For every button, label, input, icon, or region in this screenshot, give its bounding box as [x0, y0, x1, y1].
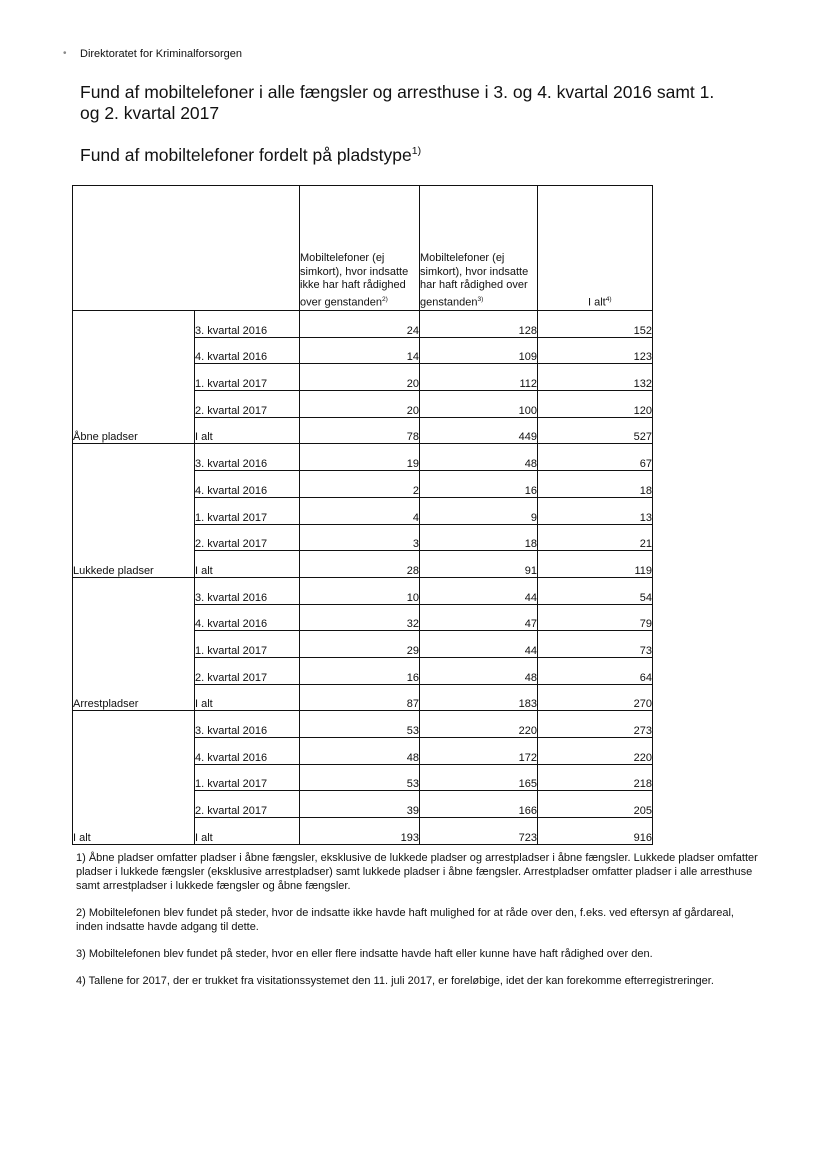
page-subtitle: Fund af mobiltelefoner fordelt på pladstype$^{1)}$ — [80, 145, 422, 165]
group-label: I alt — [73, 711, 195, 844]
column-header: Mobiltelefoner (ej simkort), hvor indsatte ikke har haft rådighed over genstanden$^{2)}$ — [300, 186, 420, 311]
period-cell: 1. kvartal 2017 — [195, 364, 300, 391]
value-cell: 220 — [420, 711, 538, 738]
group-label: Arrestpladser — [73, 577, 195, 710]
value-cell: 91 — [420, 551, 538, 578]
value-cell: 48 — [300, 738, 420, 765]
total-cell: 220 — [538, 738, 653, 765]
value-cell: 128 — [420, 311, 538, 338]
value-cell: 24 — [300, 311, 420, 338]
table-row — [73, 577, 653, 604]
total-cell: 64 — [538, 657, 653, 684]
value-cell: 78 — [300, 417, 420, 444]
period-cell: 4. kvartal 2016 — [195, 738, 300, 765]
value-cell: 9 — [420, 497, 538, 524]
group-label: Lukkede pladser — [73, 444, 195, 577]
table-row — [73, 444, 653, 471]
period-cell: 2. kvartal 2017 — [195, 657, 300, 684]
value-cell: 28 — [300, 551, 420, 578]
total-cell: 152 — [538, 311, 653, 338]
value-cell: 449 — [420, 417, 538, 444]
total-cell: 119 — [538, 551, 653, 578]
value-cell: 14 — [300, 337, 420, 364]
period-cell: 4. kvartal 2016 — [195, 604, 300, 631]
value-cell: 183 — [420, 684, 538, 711]
total-cell: 527 — [538, 417, 653, 444]
value-cell: 18 — [420, 524, 538, 551]
period-cell: 1. kvartal 2017 — [195, 497, 300, 524]
value-cell: 193 — [300, 818, 420, 845]
total-cell: 270 — [538, 684, 653, 711]
total-cell: 205 — [538, 791, 653, 818]
period-cell: 3. kvartal 2016 — [195, 711, 300, 738]
value-cell: 87 — [300, 684, 420, 711]
total-cell: 21 — [538, 524, 653, 551]
value-cell: 48 — [420, 657, 538, 684]
mobile-phone-finds-table — [72, 185, 653, 845]
value-cell: 19 — [300, 444, 420, 471]
footnote: 4) Tallene for 2017, der er trukket fra visitationssystemet den 11. juli 2017, er foreløbige, idet der kan forekomme efterregistreringer. — [76, 975, 714, 987]
value-cell: 2 — [300, 471, 420, 498]
value-cell: 20 — [300, 364, 420, 391]
period-cell: 3. kvartal 2016 — [195, 444, 300, 471]
value-cell: 100 — [420, 391, 538, 418]
period-cell: 2. kvartal 2017 — [195, 791, 300, 818]
subtitle-footnote-ref: 1) — [411, 145, 422, 158]
column-header: I alt$^{4)}$ — [538, 186, 653, 311]
period-cell: 1. kvartal 2017 — [195, 764, 300, 791]
value-cell: 3 — [300, 524, 420, 551]
value-cell: 29 — [300, 631, 420, 658]
value-cell: 39 — [300, 791, 420, 818]
value-cell: 53 — [300, 764, 420, 791]
period-cell: I alt — [195, 684, 300, 711]
total-cell: 13 — [538, 497, 653, 524]
bullet-mark: • — [63, 48, 67, 59]
value-cell: 109 — [420, 337, 538, 364]
value-cell: 166 — [420, 791, 538, 818]
value-cell: 165 — [420, 764, 538, 791]
value-cell: 723 — [420, 818, 538, 845]
total-cell: 18 — [538, 471, 653, 498]
period-cell: 4. kvartal 2016 — [195, 337, 300, 364]
total-cell: 79 — [538, 604, 653, 631]
value-cell: 48 — [420, 444, 538, 471]
value-cell: 44 — [420, 631, 538, 658]
total-cell: 120 — [538, 391, 653, 418]
period-cell: 3. kvartal 2016 — [195, 577, 300, 604]
total-cell: 73 — [538, 631, 653, 658]
page-title: Fund af mobiltelefoner i alle fængsler og arresthuse i 3. og 4. kvartal 2016 samt 1. og 2. kvartal 2017 — [80, 82, 715, 123]
total-cell: 67 — [538, 444, 653, 471]
period-cell: 4. kvartal 2016 — [195, 471, 300, 498]
period-cell: 3. kvartal 2016 — [195, 311, 300, 338]
footnote: 3) Mobiltelefonen blev fundet på steder, hvor en eller flere indsatte havde haft eller kunne have haft rådighed over den. — [76, 948, 653, 960]
value-cell: 172 — [420, 738, 538, 765]
value-cell: 47 — [420, 604, 538, 631]
total-cell: 123 — [538, 337, 653, 364]
footnote: 1) Åbne pladser omfatter pladser i åbne fængsler, eksklusive de lukkede pladser og arrestpladser i åbne fængsler. Lukkede pladser omfatter pladser i lukkede fængsler (eksklusive arrestpladser) samt lukkede pladser i åbne fængsler. Arrestpladser omfatter pladser i alle arresthuse samt arrestpladser i lukkede fængsler og åbne fængsler. — [76, 852, 758, 892]
value-cell: 44 — [420, 577, 538, 604]
period-cell: 1. kvartal 2017 — [195, 631, 300, 658]
period-cell: 2. kvartal 2017 — [195, 524, 300, 551]
value-cell: 32 — [300, 604, 420, 631]
value-cell: 10 — [300, 577, 420, 604]
value-cell: 16 — [420, 471, 538, 498]
value-cell: 20 — [300, 391, 420, 418]
total-cell: 132 — [538, 364, 653, 391]
footnote: 2) Mobiltelefonen blev fundet på steder, hvor de indsatte ikke havde haft mulighed for at råde over den, f.eks. ved eftersyn af gårdareal, inden indsatte havde adgang til dette. — [76, 907, 734, 933]
total-cell: 273 — [538, 711, 653, 738]
total-cell: 916 — [538, 818, 653, 845]
footnotes — [76, 851, 762, 1001]
table-row — [73, 311, 653, 338]
table-row — [73, 711, 653, 738]
period-cell: I alt — [195, 551, 300, 578]
total-cell: 54 — [538, 577, 653, 604]
period-cell: I alt — [195, 818, 300, 845]
value-cell: 4 — [300, 497, 420, 524]
value-cell: 53 — [300, 711, 420, 738]
total-cell: 218 — [538, 764, 653, 791]
period-cell: I alt — [195, 417, 300, 444]
value-cell: 16 — [300, 657, 420, 684]
header-corner — [73, 186, 300, 311]
period-cell: 2. kvartal 2017 — [195, 391, 300, 418]
agency-name: Direktoratet for Kriminalforsorgen — [80, 48, 243, 60]
column-header: Mobiltelefoner (ej simkort), hvor indsatte har haft rådighed over genstanden$^{3)}$ — [420, 186, 538, 311]
table-header-row — [73, 186, 653, 311]
group-label: Åbne pladser — [73, 311, 195, 444]
value-cell: 112 — [420, 364, 538, 391]
